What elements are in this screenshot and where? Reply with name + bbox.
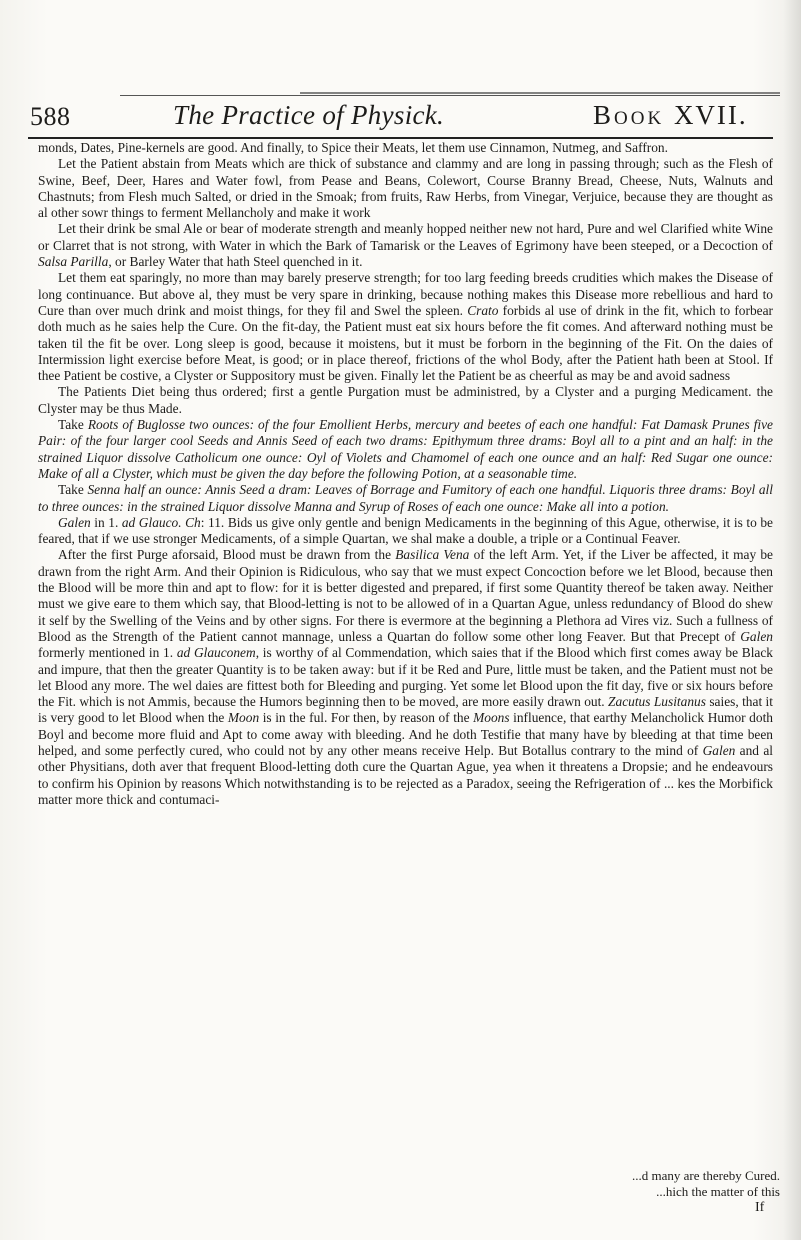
paragraph [38,417,773,482]
paragraph [38,515,773,548]
text-run: , or Barley Water that hath Steel quenched in it. [108,254,363,270]
text-run: : 11. Bids us give only gentle and benign Medicaments in the beginning of this Ague, otherwise, it is to be feared, that if we use stronger Medicaments, of a simple Quartan, we shal make a double, a triple or a Continual Feaver. [38,514,773,547]
text-run: in 1. [90,514,122,530]
text-run: Take [58,417,88,433]
text-run: of the left Arm. Yet, if the Liver be affected, it may be drawn from the right Arm. And their Opinion is Ridiculous, who say that we must expect Concoction before we let Blood, because then the Blood will be more thin and apt to flow: for it is better digested and prepared, if first some Quantity thereof be taken away. Neither must we give eare to them which say, that Blood-letting is not to be allowed of in a Quartan Ague, unless redundancy of Blood do shew it self by the Swelling of the Veins and by other signs. For there is evermore at the beginning a Plethora ad Vires viz. Such a fullness of Blood as the Strength of the Patient cannot mannage, unless a Quartan do follow some other long Feaver. But that Precept of [38,547,773,644]
text-run: influence, that earthy Melancholick Humor doth Boyl and become more fluid and Apt to come away with bleeding. And he doth Testifie that many have by bleeding at that time been helped, and some perfectly cured, who could not by any other means receive Help. But Botallus contrary to the mind of [38,710,773,758]
footer-line: ...hich the matter of this [656,1184,780,1199]
italic-run: Senna half an ounce: Annis Seed a dram: Leaves of Borrage and Fumitory of each one handful. Liquoris three drams: Boyl all to three ounces: in the strained Liquor dissolve Manna and Syrup of Roses of each one ounce: Make all into a potion. [38,482,773,514]
italic-run: Moon [227,710,260,726]
text-run: formerly mentioned in 1. [38,645,177,661]
italic-run: ad Glauconem [176,645,256,661]
text-run: After the first Purge aforsaid, Blood must be drawn from the [58,547,396,563]
text-run: is in the ful. For then, by reason of the [259,710,474,726]
footer-line: ...d many are thereby Cured. [631,1168,780,1183]
body-text [38,140,773,1170]
paragraph [38,384,773,417]
italic-run: Salsa Parilla [38,254,109,270]
italic-run: Moons [473,710,510,726]
paragraph [38,140,773,156]
paragraph [38,270,773,384]
paragraph [38,221,773,270]
book-label [593,100,748,131]
italic-run: Roots of Buglosse two ounces: of the four Emollient Herbs, mercury and beetes of each one handful: Fat Damask Prunes five Pair: of the four larger cool Seeds and Annis Seed of each two drams: Epithymum three drams: Boyl all to a pint and an half: in the strained Liquor dissolve Catholicum one ounce: Oyl of Violets and Chamomel of each one ounce and an half: Red Sugar one ounce: Make of all a Clyster, which must be given the day before the following Potion, at a seasonable time. [38,417,773,481]
book-word: Book [593,100,665,130]
italic-run: Galen [702,742,736,758]
top-margin-rule [300,92,780,94]
page-header [28,100,768,134]
text-run: Let the Patient abstain from Meats which are thick of substance and clammy and are long in passing through; such as the Flesh of Swine, Beef, Deer, Hares and Water fowl, from Pease and Beans, Colewort, Course Branny Bread, Cheese, Nuts, Walnuts and Chastnuts; from Flesh much Salted, or dried in the Smoak; from fruits, Raw Herbs, from Vinegar, Verjuice, because they are thought as al other sowr things to ferment Mellancholy and make it work [38,156,773,221]
paragraph [38,156,773,221]
italic-run: Basilica Vena [395,547,470,563]
text-run: forbids al use of drink in the fit, which to forbear doth much as he saies help the Cure. On the fit-day, the Patient must eat six hours before the fit comes. And afterward nothing must be taken til the fit be over. Long sleep is good, because it moistens, but it must be forborn in the beginning of the Fit. On the daies of Intermission light exercise before Meat, is good; or in place thereof, frictions of the whol Body, after the Patient hath been at Stool. If thee Patient be costive, a Clyster or Suppository must be given. Finally let the Patient be as cheerful as may be and avoid sadness [38,302,773,384]
text-run: Let them eat sparingly, no more than may barely preserve strength; for too larg feeding breeds crudities which makes the Disease of long continuance. But above al, they must be very spare in drinking, because nothing makes this Disease more rebellious and hard to Cure than over much drink and moist things, for they fil and Swel the spleen. [38,270,773,318]
text-run: , is worthy of al Commendation, which saies that if the Blood which first comes away be Black and impure, that then the greater Quantity is to be taken away: but if it be Red and Pure, little must be taken, and the Patient must not be let Blood any more. The wel daies are fittest both for Bleeding and purging. Yet some let Blood upon the fit day, five or six hours before the Fit. which is not Ammis, because the Humors beginning then to be moved, are more easily drawn out. [38,645,773,710]
page-edge-shadow [783,0,801,1240]
italic-run: Zacutus Lusitanus [608,694,706,710]
text-run: The Patients Diet being thus ordered; first a gentle Purgation must be administred, by a Clyster and a purging Medicament. the Clyster may be thus Made. [38,384,773,416]
italic-run: ad Glauco. Ch [121,514,201,530]
top-margin-rule-thin [120,95,780,96]
catchword: If [755,1200,765,1215]
italic-run: Galen [58,514,91,530]
footer-lines [560,1168,780,1200]
text-run: Take [58,482,88,498]
running-title: The Practice of Physick. [173,100,445,130]
paragraph [38,482,773,515]
text-run: saies, that it is very good to let Blood when the [38,694,773,726]
header-rule [28,137,773,139]
book-number: XVII. [673,100,748,130]
italic-run: Crato [467,302,499,318]
text-run: Let their drink be smal Ale or bear of moderate strength and meanly hopped neither new not hard, Pure and wel Clarified white Wine or Clarret that is not strong, with Water in which the Bark of Tamarisk or the Leaves of Egrimony have been steeped, or a Decoction of [38,221,773,253]
text-run: and al other Physitians, doth aver that frequent Blood-letting doth cure the Quartan Ague, yea when it threatens a Dropsie; and he endeavours to confirm his Opinion by reasons Which notwithstanding is to be rejected as a Paradox, seeing the Refrigeration of ... kes the Morbifick matter more thick and contumaci- [38,742,773,807]
text-run: monds, Dates, Pine-kernels are good. And finally, to Spice their Meats, let them use Cinnamon, Nutmeg, and Saffron. [38,140,668,155]
paragraph [38,547,773,808]
page-number: 588 [30,102,71,131]
italic-run: Galen [740,628,773,644]
